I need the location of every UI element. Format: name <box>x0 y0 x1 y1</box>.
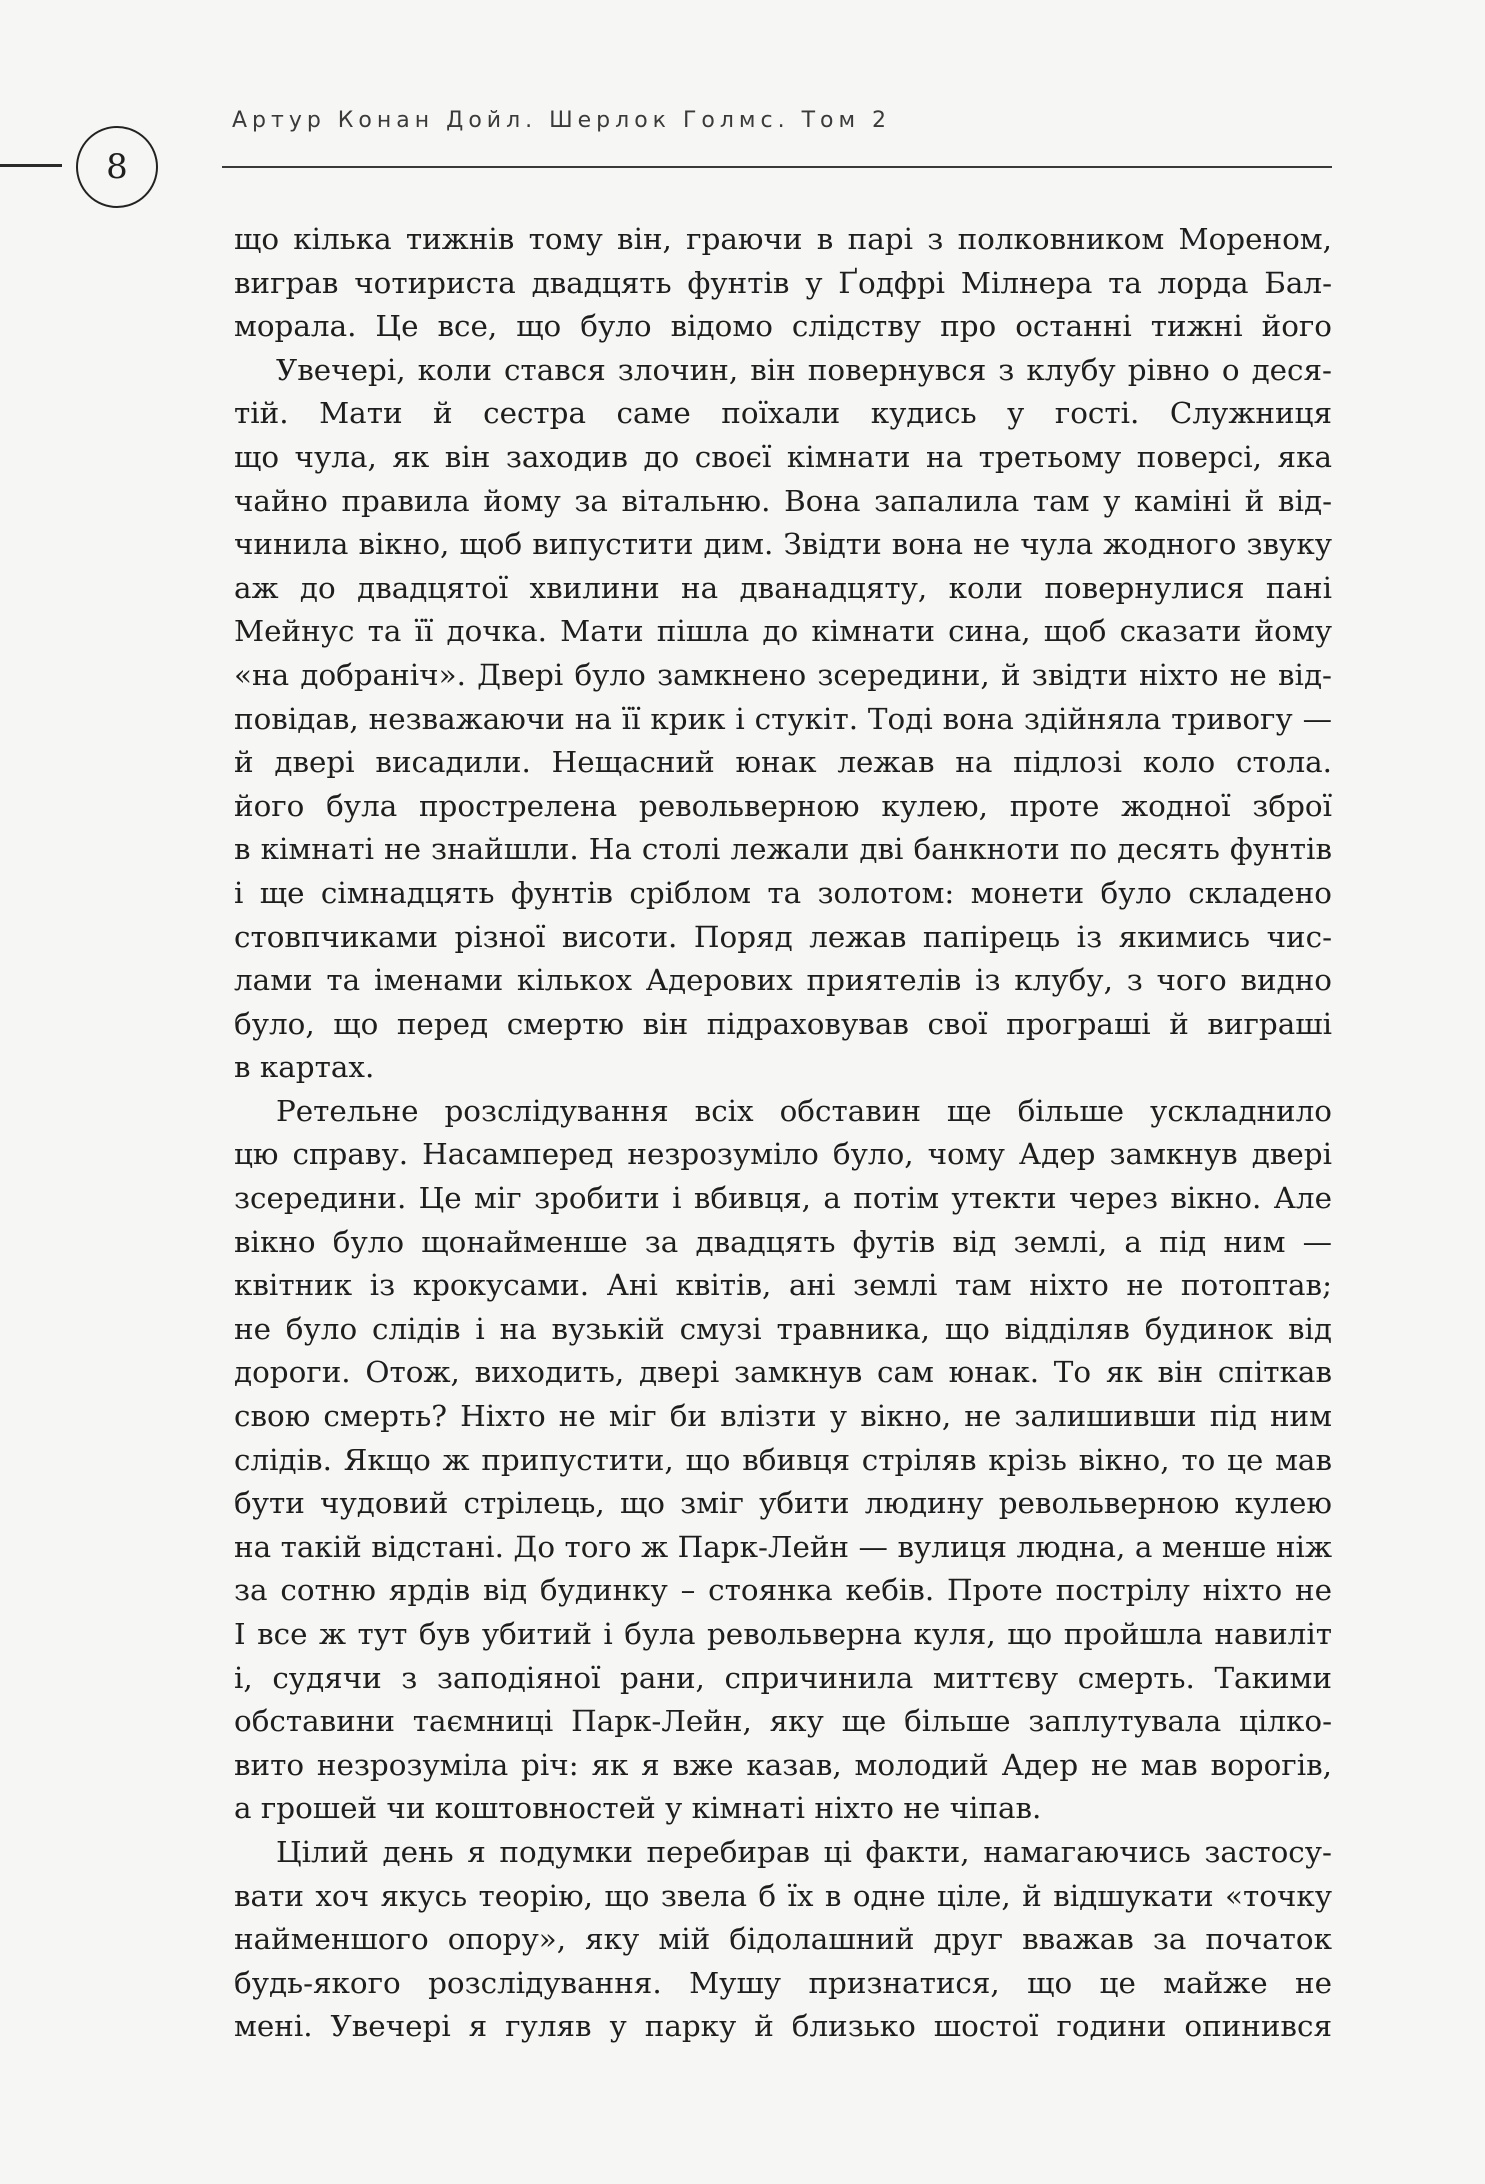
running-head: Артур Конан Дойл. Шерлок Голмс. Том 2 <box>232 108 892 133</box>
text-line: «на добраніч». Двері було замкнено зсередини, й звідти ніхто не від- <box>234 657 1332 692</box>
text-line: було, що перед смертю він підраховував свої програші й виграші <box>234 1006 1332 1041</box>
page-number: 8 <box>106 147 128 187</box>
body-text <box>234 218 1332 2049</box>
text-line: аж до двадцятої хвилини на дванадцяту, коли повернулися пані <box>234 570 1332 605</box>
text-line: найменшого опору», яку мій бідолашний друг вважав за початок <box>234 1922 1332 1957</box>
text-line: бути чудовий стрілець, що зміг убити людину револьверною кулею <box>234 1486 1332 1521</box>
text-line: в картах. <box>234 1050 375 1085</box>
text-line: за сотню ярдів від будинку – стоянка кебів. Проте пострілу ніхто не <box>234 1573 1332 1608</box>
text-line: що кілька тижнів тому він, граючи в парі з полковником Мореном, <box>234 222 1332 256</box>
text-line: обставини таємниці Парк-Лейн, яку ще більше заплутувала цілко- <box>234 1704 1332 1739</box>
page-marker-line <box>0 164 62 167</box>
text-line: виграв чотириста двадцять фунтів у Ґодфрі Мілнера та лорда Бал- <box>234 265 1332 300</box>
text-line: слідів. Якщо ж припустити, що вбивця стріляв крізь вікно, то це мав <box>234 1442 1332 1477</box>
text-line: чинила вікно, щоб випустити дим. Звідти вона не чула жодного звуку <box>234 527 1332 562</box>
text-line: цю справу. Насамперед незрозуміло було, чому Адер замкнув двері <box>234 1137 1332 1172</box>
text-line: на такій відстані. До того ж Парк-Лейн — вулиця людна, а менше ніж <box>234 1529 1332 1564</box>
text-line: Мейнус та її дочка. Мати пішла до кімнати сина, щоб сказати йому <box>234 614 1332 649</box>
text-line: Ретельне розслідування всіх обставин ще більше ускладнило <box>276 1093 1332 1128</box>
text-line: тій. Мати й сестра саме поїхали кудись у гості. Служниця <box>234 396 1332 431</box>
header-rule <box>222 166 1332 168</box>
text-line: вати хоч якусь теорію, що звела б їх в одне ціле, й відшукати «точку <box>234 1878 1332 1913</box>
text-line: й двері висадили. Нещасний юнак лежав на підлозі коло стола. <box>234 745 1332 780</box>
text-line: і, судячи з заподіяної рани, спричинила миттєву смерть. Такими <box>234 1660 1332 1695</box>
text-line: квітник із крокусами. Ані квітів, ані землі там ніхто не потоптав; <box>234 1268 1332 1303</box>
text-line: морала. Це все, що було відомо слідству про останні тижні його <box>234 309 1332 344</box>
text-line: І все ж тут був убитий і була револьверна куля, що пройшла навиліт <box>234 1617 1332 1651</box>
text-line: повідав, незважаючи на її крик і стукіт. Тоді вона здійняла тривогу — <box>234 701 1332 736</box>
text-line: вікно було щонайменше за двадцять футів від землі, а під ним — <box>234 1224 1332 1259</box>
page-number-badge <box>76 126 158 208</box>
text-line: лами та іменами кількох Адерових приятелів із клубу, з чого видно <box>234 963 1332 998</box>
text-line: дороги. Отож, виходить, двері замкнув сам юнак. То як він спіткав <box>234 1355 1332 1390</box>
text-line: вито незрозуміла річ: як я вже казав, молодий Адер не мав ворогів, <box>234 1747 1332 1782</box>
text-line: його була прострелена револьверною кулею, проте жодної зброї <box>234 788 1332 823</box>
text-line: Увечері, коли стався злочин, він повернувся з клубу рівно о деся- <box>276 352 1332 387</box>
text-line: чайно правила йому за вітальню. Вона запалила там у каміні й від- <box>234 483 1332 518</box>
text-line: а грошей чи коштовностей у кімнаті ніхто не чіпав. <box>234 1791 1042 1826</box>
text-line: і ще сімнадцять фунтів сріблом та золотом: монети було складено <box>234 875 1332 910</box>
text-line: в кімнаті не знайшли. На столі лежали дві банкноти по десять фунтів <box>234 832 1332 867</box>
text-line: зсередини. Це міг зробити і вбивця, а потім утекти через вікно. Але <box>234 1181 1332 1216</box>
text-line: не було слідів і на вузькій смузі травника, що відділяв будинок від <box>234 1311 1332 1346</box>
text-line: стовпчиками різної висоти. Поряд лежав папірець із якимись чис- <box>234 919 1332 954</box>
text-line: свою смерть? Ніхто не міг би влізти у вікно, не залишивши під ним <box>234 1399 1332 1434</box>
text-line: що чула, як він заходив до своєї кімнати на третьому поверсі, яка <box>234 439 1332 474</box>
text-line: мені. Увечері я гуляв у парку й близько шостої години опинився <box>234 2009 1332 2044</box>
text-line: Цілий день я подумки перебирав ці факти, намагаючись застосу- <box>276 1834 1332 1869</box>
text-line: будь-якого розслідування. Мушу признатися, що це майже не <box>234 1965 1332 2000</box>
